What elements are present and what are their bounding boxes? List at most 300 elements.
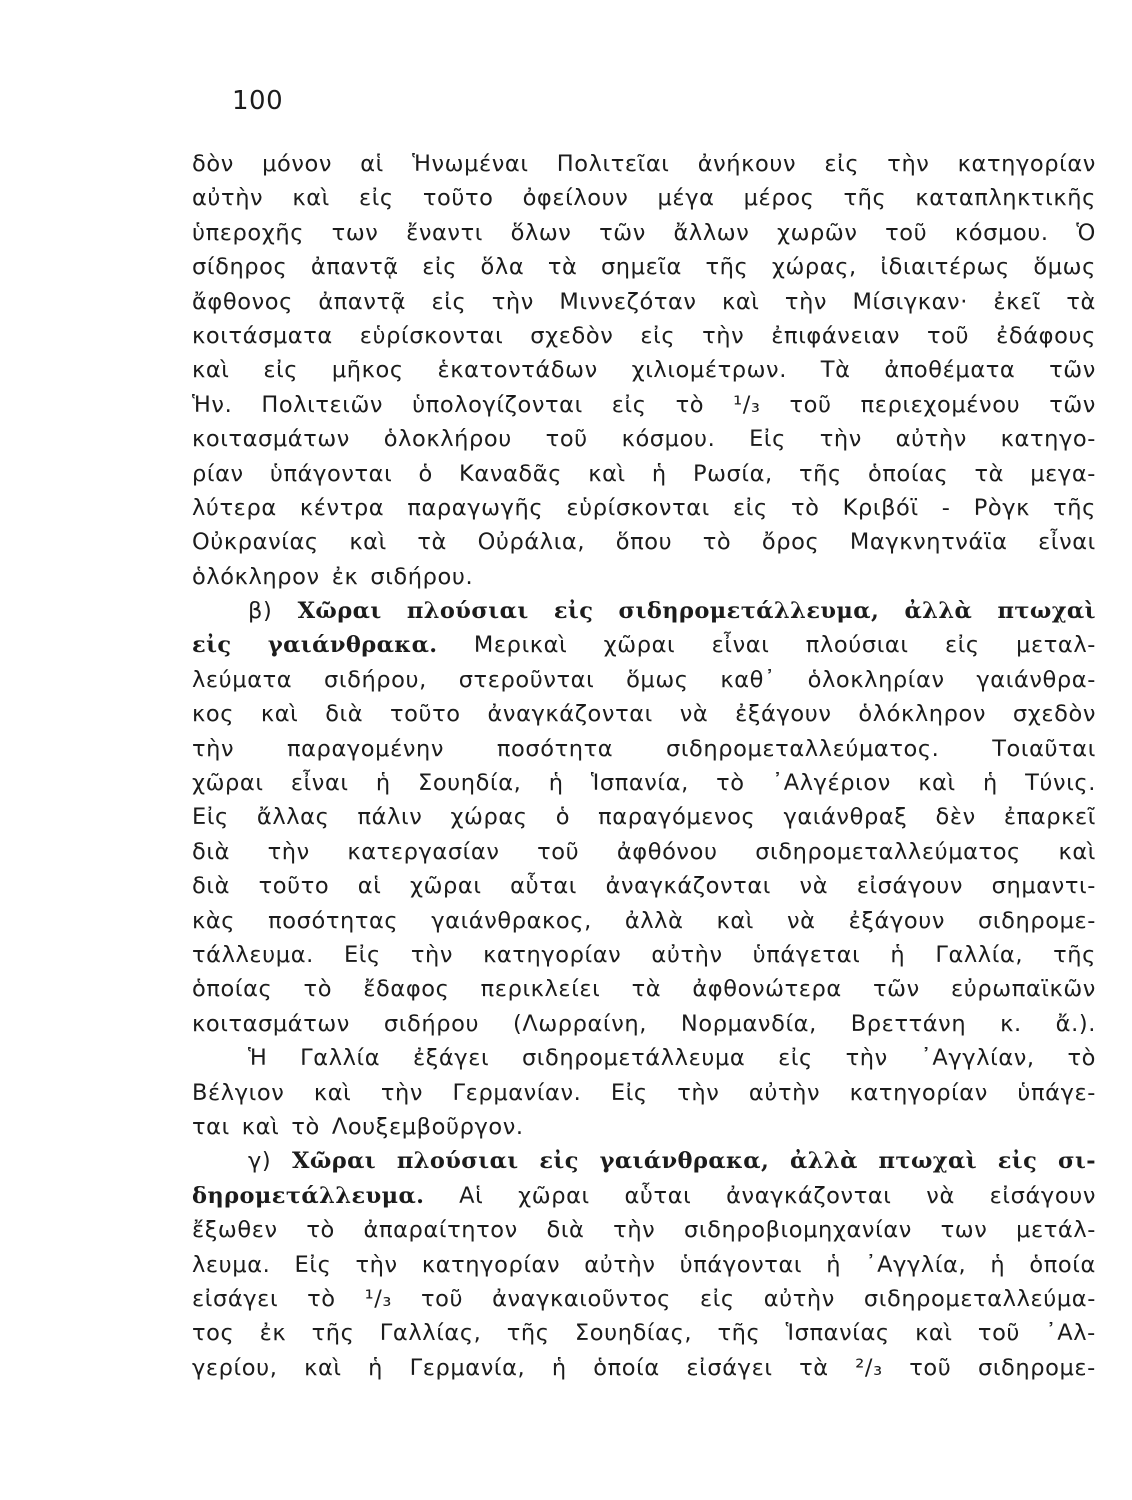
word: σιδήρου. (370, 563, 474, 590)
word: τὸ (702, 529, 732, 556)
word: καὶ (1058, 838, 1096, 865)
word: Ἡνωμέναι (412, 151, 529, 177)
bold-word: Χῶραι (297, 598, 382, 625)
bold-word: γαιάνθρακα, (599, 1148, 770, 1175)
word: κὰς (192, 907, 236, 934)
word: αὗται (510, 873, 577, 900)
word: καὶ (241, 1113, 280, 1140)
word: καὶ (292, 185, 330, 212)
word: εὑρίσκονται (359, 322, 504, 349)
word: ὅμως (626, 666, 689, 693)
word: ¹/₃ (733, 391, 761, 418)
word: ἡ (651, 460, 667, 487)
bold-word: εἰς (997, 1148, 1038, 1175)
word: ἀπαντᾷ (318, 288, 407, 315)
word: ὑπάγονται (269, 460, 393, 487)
word: σχεδὸν (530, 322, 614, 349)
word: σιδήρου (383, 1010, 480, 1037)
word: διὰ (546, 1217, 585, 1244)
word: καὶ (918, 770, 956, 797)
word: εἶναι (1038, 529, 1096, 556)
word: ὅπου (615, 529, 673, 556)
word: των (940, 1217, 988, 1244)
word: ὁλοκλήρου (383, 426, 512, 453)
word: αὐτὴν (584, 1251, 656, 1278)
bold-word: πτωχαὶ (997, 598, 1096, 625)
word: ἀλλὰ (624, 907, 684, 934)
word: Τύνις. (1025, 770, 1096, 797)
word: εἰς (699, 1285, 735, 1312)
word: καταπληκτικῆς (915, 185, 1096, 212)
word: αὐτὴν (763, 1285, 835, 1312)
word: ἡ (551, 1354, 567, 1381)
word: Γερμανίαν. (452, 1079, 582, 1106)
word: τοῦ (545, 426, 588, 453)
bold-word: πλούσιαι (406, 598, 529, 625)
word: καὶ (313, 1079, 352, 1106)
word: σιδηρομε- (978, 907, 1096, 934)
word: τὸ (675, 391, 705, 418)
word: Ὁ (1076, 219, 1096, 246)
word: καὶ (915, 1320, 953, 1347)
text-line (192, 732, 1096, 766)
word: ὁλόκληρον (192, 563, 320, 590)
word: μετάλ- (1016, 1217, 1096, 1244)
word: κοιτάσματα (192, 322, 333, 349)
word: διὰ (325, 701, 364, 728)
word: ἐξάγουν (848, 907, 946, 934)
bold-word: ἀλλὰ (904, 598, 973, 625)
word: ἀπαραίτητον (363, 1217, 518, 1244)
word: ἰδιαιτέρως (880, 254, 1010, 281)
word: τάλλευμα. (192, 941, 314, 968)
word: τοῦ (537, 838, 580, 865)
word: κέντρα (299, 494, 385, 521)
word: ἐξάγει (412, 1045, 490, 1072)
word: μεταλ- (1016, 632, 1096, 659)
word: μέρος (743, 185, 815, 212)
word: καὶ (192, 357, 230, 384)
text-line (192, 1007, 1096, 1041)
text-line (192, 1144, 1096, 1178)
bold-word: εἰς (192, 632, 232, 659)
text-line (192, 1351, 1096, 1385)
word: καὶ (716, 907, 755, 934)
word: χῶραι (518, 1182, 590, 1209)
word: καὶ (304, 1354, 342, 1381)
word: εἰσάγουν (989, 1182, 1096, 1209)
word: χῶραι (603, 632, 676, 659)
word: τοῦ (885, 219, 928, 246)
bold-word: Χῶραι (292, 1148, 377, 1175)
word: Ἱσπανίας (785, 1320, 890, 1347)
word: πλούσιαι (805, 632, 909, 659)
word: τῶν (1049, 391, 1096, 418)
text-line (192, 972, 1096, 1006)
word: ἀναγκαιοῦντος (492, 1285, 671, 1312)
word: ἐπαρκεῖ (1003, 804, 1096, 831)
word: εὐρωπαϊκῶν (950, 976, 1096, 1003)
text-line (192, 388, 1096, 422)
word: εἰς (263, 357, 299, 384)
word: ἄ.). (1055, 1010, 1096, 1037)
word: τος (192, 1320, 235, 1347)
word: σιδηρομε- (977, 1354, 1096, 1381)
word: ἀναγκάζονται (605, 873, 771, 900)
word: ἐπιφάνειαν (771, 322, 901, 349)
word: τὴν (887, 151, 930, 177)
word: ἄλλων (673, 219, 750, 246)
word: τῆς (1053, 494, 1096, 521)
word: Σουηδίας, (574, 1320, 693, 1347)
word: ὁποίας (867, 460, 949, 487)
word: χωρῶν (777, 219, 858, 246)
word: ἑκατοντάδων (437, 357, 598, 384)
word: (Λωρραίνη, (512, 1010, 647, 1037)
word: μόνον (262, 151, 333, 177)
word: αἱ (357, 873, 382, 900)
page-number: 100 (232, 86, 284, 116)
word: τῆς (843, 185, 887, 212)
word: ἡ (368, 1354, 384, 1381)
text-line (192, 560, 1096, 594)
text-line (192, 869, 1096, 903)
word: Τὰ (820, 357, 851, 384)
word: τὰ (1066, 288, 1096, 315)
text-line (192, 1110, 1096, 1144)
text-line (192, 1316, 1096, 1350)
word: ὑπάγεται (752, 941, 861, 968)
word: ἔδαφος (363, 976, 450, 1003)
text-line (192, 525, 1096, 559)
word: τὸ (790, 494, 820, 521)
word: Καναδᾶς (459, 460, 563, 487)
word: δὸν (192, 151, 234, 177)
word: εἰς (431, 288, 467, 315)
word: τὰ (974, 460, 1005, 487)
text-line (192, 766, 1096, 800)
word: κ. (1000, 1010, 1022, 1037)
word: σιδήρου, (324, 666, 427, 693)
word: κοιτασμάτων (192, 1010, 350, 1037)
word: τῆς (705, 254, 749, 281)
word: ᾽Αγγλίαν, (920, 1045, 1035, 1072)
bold-word: ἀλλὰ (790, 1148, 858, 1175)
word: Γαλλία (300, 1045, 381, 1072)
word: ἄλλας (256, 804, 330, 831)
word: ἀποθέματα (884, 357, 1016, 384)
text-line (192, 147, 1096, 181)
word: Οὐκρανίας (192, 529, 319, 556)
text-line (192, 491, 1096, 525)
word: Πολιτειῶν (261, 391, 384, 418)
text-line (192, 285, 1096, 319)
text-line (192, 216, 1096, 250)
word: Εἰς (294, 1251, 332, 1278)
word: ἔξωθεν (192, 1217, 278, 1244)
word: σχεδὸν (1012, 701, 1096, 728)
bold-word: σι- (1057, 1148, 1096, 1175)
word: Αἱ (459, 1182, 484, 1209)
word: ἀνήκουν (697, 151, 797, 177)
text-line (192, 353, 1096, 387)
word: τοῦ (789, 391, 832, 418)
word: δὲν (935, 804, 976, 831)
word: χιλιομέτρων. (631, 357, 787, 384)
word: κατηγο- (1000, 426, 1096, 453)
text-line (192, 697, 1096, 731)
word: ᾽Αλ- (1045, 1320, 1096, 1347)
word: τοῦτο (258, 873, 330, 900)
bold-word: γαιάνθρακα. (267, 632, 438, 659)
word: Εἰς (343, 941, 381, 968)
word: νὰ (679, 701, 709, 728)
word: τὴν (192, 735, 235, 762)
word: πάλιν (357, 804, 423, 831)
word: ἀπαντᾷ (310, 254, 399, 281)
word: β) (248, 598, 273, 625)
word: λύτερα (192, 494, 277, 521)
word: τὴν (613, 1217, 656, 1244)
word: ἄφθονος (192, 288, 293, 315)
bold-word: πλούσιαι (396, 1148, 519, 1175)
word: γαιάνθραξ (783, 804, 908, 831)
word: ἡ (990, 1251, 1006, 1278)
word: ὁ (418, 460, 433, 487)
word: τὰ (417, 529, 447, 556)
word: ποσότητα (496, 735, 614, 762)
word: Βρεττάνη (850, 1010, 967, 1037)
word: ποσότητας (268, 907, 399, 934)
word: τῆς (717, 1320, 761, 1347)
word: Ρὸγκ (973, 494, 1030, 521)
word: εὑρίσκονται (566, 494, 710, 521)
text-line (192, 628, 1096, 662)
word: ὑπολογίζονται (412, 391, 583, 418)
word: σιδηρομεταλλεύματος (755, 838, 1021, 865)
word: ὑπάγονται (679, 1251, 803, 1278)
word: Μίσιγκαν· (852, 288, 968, 315)
word: ἐξάγουν (735, 701, 832, 728)
word: κόσμου. (954, 219, 1049, 246)
word: εἰς (733, 494, 768, 521)
word: καὶ (349, 529, 387, 556)
word: εἰσάγει (192, 1285, 279, 1312)
word: Νορμανδία, (680, 1010, 817, 1037)
bold-word: εἰς (553, 598, 594, 625)
word: ¹/₃ (364, 1285, 393, 1312)
word: ᾽Αγγλία, (865, 1251, 967, 1278)
word: ὁλοκληρίαν (807, 666, 945, 693)
word: κόσμου. (621, 426, 716, 453)
word: τῶν (1049, 357, 1096, 384)
word: σιδηρομετάλλευμα (521, 1045, 746, 1072)
word: ἀναγκάζονται (726, 1182, 892, 1209)
word: λεύματα (192, 666, 293, 693)
word: τὸ (307, 1285, 336, 1312)
word: Οὐράλια, (477, 529, 586, 556)
word: τὸ (306, 1217, 335, 1244)
word: Ρωσία, (692, 460, 773, 487)
word: αὗται (624, 1182, 692, 1209)
word: τὴν (702, 322, 745, 349)
word: ²/₃ (855, 1354, 883, 1381)
word: ἡ (548, 770, 564, 797)
text-line (192, 938, 1096, 972)
word: κατεργασίαν (347, 838, 500, 865)
word: γ) (248, 1148, 272, 1175)
word: τὰ (631, 976, 662, 1003)
text-line (192, 1213, 1096, 1247)
word: τὸ (716, 770, 745, 797)
text-line (192, 250, 1096, 284)
word: Γερμανία, (409, 1354, 526, 1381)
word: ρίαν (192, 460, 244, 487)
word: καὶ (722, 288, 760, 315)
word: Μαγκνητνάϊα (849, 529, 1008, 556)
word: ᾽Αλγέριον (771, 770, 891, 797)
word: αὐτὴν (748, 1079, 821, 1106)
word: Πολιτεῖαι (556, 151, 670, 177)
word: χῶραι (410, 873, 482, 900)
word: - (941, 494, 951, 521)
bold-word: πτωχαὶ (878, 1148, 977, 1175)
word: ἐδάφους (996, 322, 1096, 349)
word: αὐτὴν (192, 185, 264, 212)
word: ἡ (375, 770, 391, 797)
word: μεγα- (1030, 460, 1096, 487)
word: τὴν (410, 941, 454, 968)
word: τὴν (819, 426, 862, 453)
word: σημαντι- (991, 873, 1096, 900)
word: ὁλόκληρον (858, 701, 987, 728)
word: ὅλων (510, 219, 572, 246)
word: ὄρος (761, 529, 820, 556)
word: τῶν (873, 976, 920, 1003)
body-text (192, 147, 1096, 1385)
word: Κριβόϊ (842, 494, 919, 521)
word: ἀφθόνου (616, 838, 718, 865)
text-line (192, 663, 1096, 697)
word: τοῦ (927, 322, 970, 349)
word: ἡ (982, 770, 998, 797)
word: γαιάνθρακος, (431, 907, 592, 934)
word: τῆς (1053, 941, 1096, 968)
word: τὰ (799, 1354, 829, 1381)
word: περικλείει (480, 976, 601, 1003)
text-line (192, 1076, 1096, 1110)
word: καὶ (260, 701, 299, 728)
word: κατηγορίαν (421, 1251, 561, 1278)
word: στεροῦνται (458, 666, 595, 693)
word: ὁποίας (192, 976, 273, 1003)
word: ὁποία (1029, 1251, 1096, 1278)
word: αὐτὴν (895, 426, 967, 453)
word: παραγωγῆς (407, 494, 544, 521)
bold-word: σιδηρομετάλλευμα, (618, 598, 880, 625)
word: τοῦ (977, 1320, 1021, 1347)
word: αὐτὴν (651, 941, 723, 968)
word: σιδηροβιομηχανίαν (684, 1217, 912, 1244)
word: ὀφείλουν (522, 185, 629, 212)
word: εἰς (358, 185, 394, 212)
word: Εἰς (192, 804, 229, 831)
word: νὰ (799, 873, 829, 900)
word: τὴν (845, 1045, 888, 1072)
word: παραγόμενος (598, 804, 756, 831)
word: γερίου, (192, 1354, 278, 1381)
word: σιδηρομεταλλεύμα- (863, 1285, 1096, 1312)
word: νὰ (926, 1182, 955, 1209)
text-line (192, 457, 1096, 491)
word: κοιτασμάτων (192, 426, 350, 453)
word: ὅλα (480, 254, 525, 281)
text-line (192, 422, 1096, 456)
word: τὸ (291, 1113, 320, 1140)
word: ὑπάγε- (1017, 1079, 1096, 1106)
word: καὶ (588, 460, 626, 487)
word: τὴν (491, 288, 534, 315)
text-line (192, 594, 1096, 628)
text-line (192, 1282, 1096, 1316)
word: λευμα. (192, 1251, 271, 1278)
word: χώρας, (771, 254, 857, 281)
word: εἶναι (711, 632, 770, 659)
word: Ἱσπανία, (590, 770, 689, 797)
word: αἱ (360, 151, 384, 177)
word: τὰ (547, 254, 578, 281)
word: σημεῖα (600, 254, 682, 281)
word: ἡ (890, 941, 906, 968)
word: τοῦ (420, 1285, 464, 1312)
word: ἔναντι (406, 219, 483, 246)
word: ἀναγκάζονται (487, 701, 653, 728)
word: εἰς (640, 322, 676, 349)
word: τὴν (380, 1079, 424, 1106)
word: τῆς (798, 460, 842, 487)
word: ἡ (826, 1251, 842, 1278)
word: Εἰς (749, 426, 786, 453)
word: τὸ (1067, 1045, 1096, 1072)
word: ται (192, 1113, 230, 1140)
text-line (192, 835, 1096, 869)
word: ὁ (555, 804, 571, 831)
word: ἐκεῖ (993, 288, 1041, 315)
word: ἐκ (331, 563, 359, 590)
word: Μιννεζόταν (559, 288, 697, 315)
word: Τοιαῦται (992, 735, 1096, 762)
word: Ἡ (248, 1045, 268, 1072)
word: μέγα (657, 185, 715, 212)
word: εἰσάγουν (856, 873, 964, 900)
word: τὴν (355, 1251, 398, 1278)
word: τοῦ (909, 1354, 952, 1381)
word: Σουηδία, (418, 770, 522, 797)
word: σιδηρομεταλλεύματος. (665, 735, 940, 762)
word: Γαλλίας, (379, 1320, 482, 1347)
word: Βέλγιον (192, 1079, 285, 1106)
word: εἰσάγει (686, 1354, 773, 1381)
word: τὴν (267, 838, 310, 865)
word: ὅμως (1033, 254, 1096, 281)
word: τῆς (506, 1320, 550, 1347)
word: εἰς (944, 632, 980, 659)
word: Ἡν. (192, 391, 233, 418)
text-line (192, 1179, 1096, 1213)
word: τοῦτο (422, 185, 494, 212)
word: σίδηρος (192, 254, 288, 281)
word: εἰς (824, 151, 860, 177)
